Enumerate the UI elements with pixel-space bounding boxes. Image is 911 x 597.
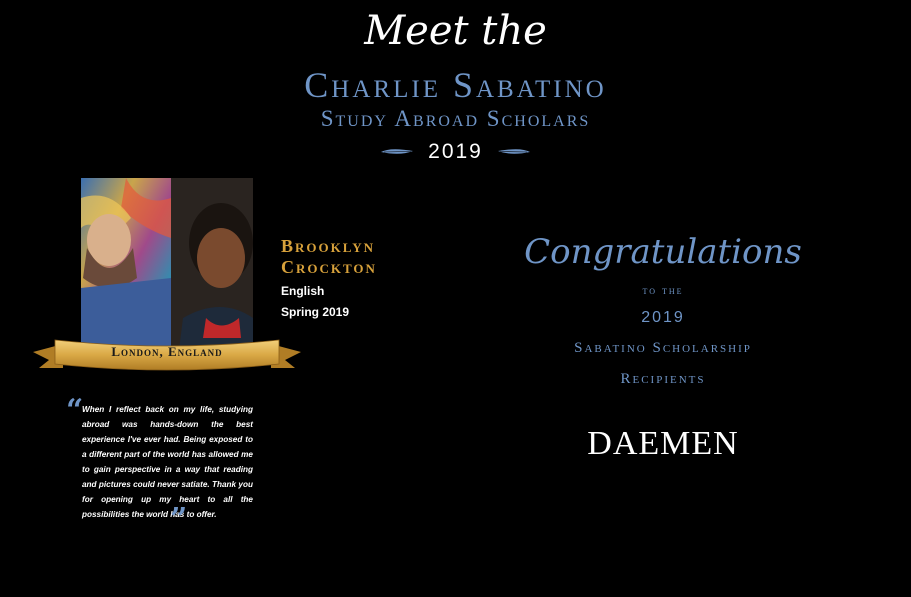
congrats-year: 2019 <box>641 309 685 326</box>
daemen-logo: DAEMEN <box>587 425 739 462</box>
student-last-name: Crockton <box>281 257 377 277</box>
open-quote-icon: “ <box>66 393 84 428</box>
header-year: 2019 <box>428 140 483 163</box>
congratulations-heading: Congratulations <box>524 232 802 272</box>
student-quote: When I reflect back on my life, studying abroad was hands-down the best experience I've ever had. Being exposed to a different part of the world has allowed me to gain perspective in a way that reading and pictures could never satiate. Thank you for opening up my heart to all the possibilities the world has to offer. <box>82 405 253 519</box>
feather-right-icon <box>497 147 531 157</box>
congrats-to-the: to the <box>642 283 684 297</box>
student-photo <box>81 178 253 350</box>
scholarship-name: Charlie Sabatino <box>304 65 607 105</box>
close-quote-icon: ” <box>170 502 188 537</box>
student-first-name: Brooklyn <box>281 236 375 256</box>
student-term: Spring 2019 <box>281 305 350 319</box>
location-label: London, England <box>111 344 223 359</box>
photo-image <box>81 178 253 350</box>
feather-left-icon <box>380 147 414 157</box>
header-year-row <box>0 140 911 164</box>
meet-the-heading: Meet the <box>364 8 547 54</box>
congrats-line-recipients: Recipients <box>620 371 706 387</box>
scholarship-subtitle: Study Abroad Scholars <box>320 106 591 131</box>
congrats-line-scholarship: Sabatino Scholarship <box>574 340 752 356</box>
student-name <box>281 236 377 278</box>
student-major: English <box>281 284 325 298</box>
